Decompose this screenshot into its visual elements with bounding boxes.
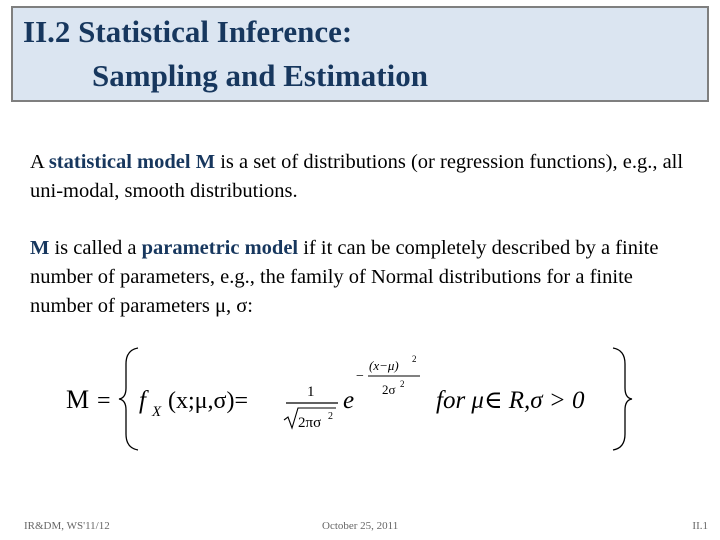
title-line-1: II.2 Statistical Inference: [23, 14, 353, 49]
paragraph-parametric-model [30, 234, 690, 321]
formula-sqrt-exp: 2 [328, 411, 333, 422]
p1-term: statistical model [48, 151, 191, 173]
p2-after: if it can be completely described by a finite number of parameters, e.g., the family of Normal distributions for a finite number of parameters μ, σ: [30, 237, 659, 317]
right-brace [613, 348, 632, 450]
title-box [11, 6, 709, 102]
formula-exp-num: (x−μ) [369, 358, 399, 373]
title-line-2: Sampling and Estimation [92, 58, 428, 93]
formula-frac-num: 1 [307, 384, 315, 400]
formula-lhs: M [66, 385, 90, 414]
formula-condition: for μ∈ R,σ > 0 [436, 387, 585, 414]
formula-equals: = [97, 388, 111, 414]
formula-f: f [139, 387, 146, 414]
footer-date: October 25, 2011 [322, 520, 399, 532]
formula-exp-num-pow: 2 [412, 354, 417, 364]
footer-slide-number: II.1 [692, 520, 708, 532]
formula-svg [0, 340, 720, 460]
left-brace [119, 348, 138, 450]
footer-course: IR&DM, WS'11/12 [24, 520, 110, 532]
p1-symbol: M [195, 151, 216, 173]
formula-exp-den-pow: 2 [400, 379, 405, 389]
formula-args: (x;μ,σ)= [168, 388, 248, 414]
paragraph-statistical-model [30, 148, 690, 206]
formula-e: e [343, 387, 355, 414]
formula-exp-minus: − [356, 369, 364, 384]
p1-after: is a set of distributions (or regression functions), e.g., all uni-modal, smooth distributions. [30, 151, 684, 202]
p1-before: A [30, 151, 49, 173]
formula-normal-family [0, 340, 720, 460]
formula-sub-x: X [152, 404, 162, 420]
formula-sqrt-content: 2πσ [298, 415, 322, 431]
p2-mid: is called a [49, 237, 142, 259]
formula-exp-den: 2σ [382, 382, 396, 397]
p2-term: parametric model [141, 237, 299, 259]
p2-symbol: M [30, 237, 50, 259]
